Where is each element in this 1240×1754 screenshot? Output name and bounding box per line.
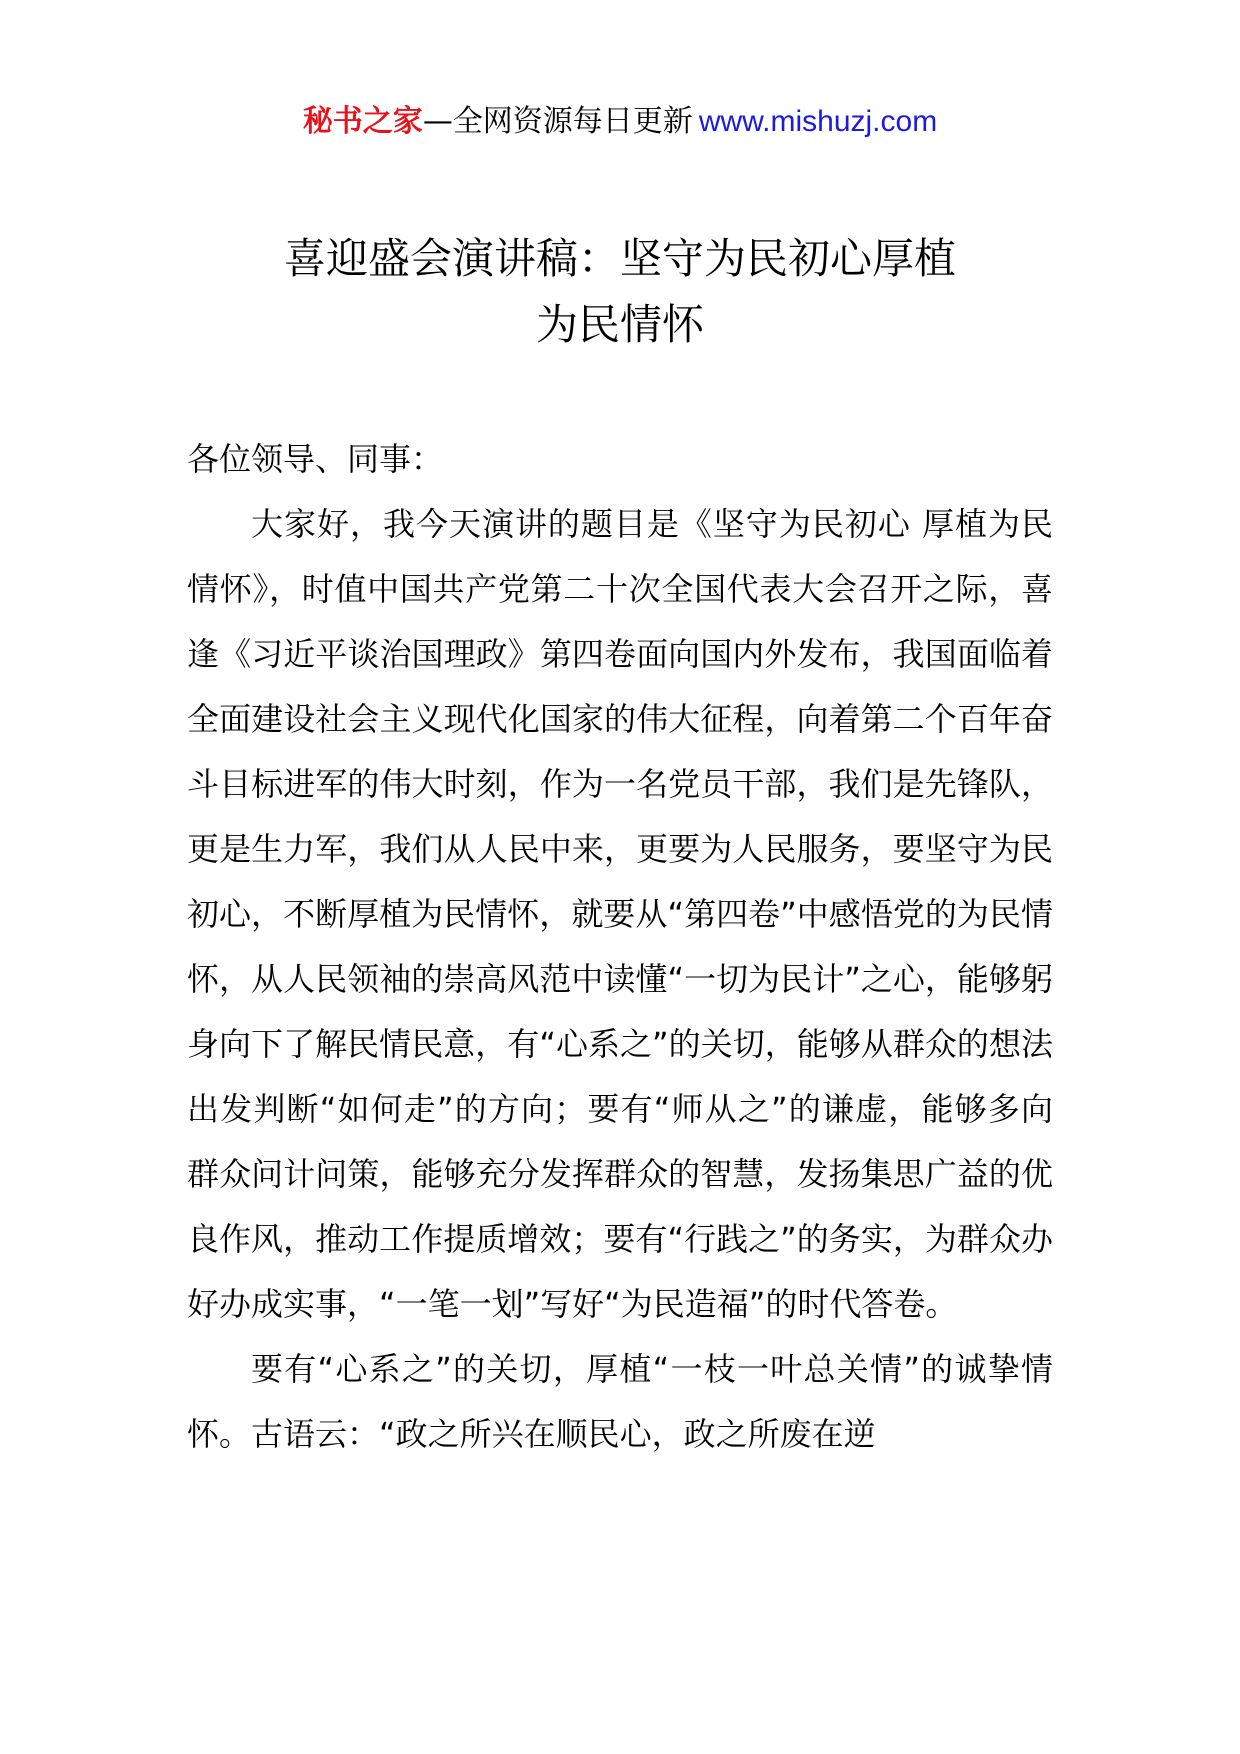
document-title: [0, 226, 1240, 358]
header-brand: 秘书之家: [302, 104, 423, 139]
paragraph-2: 要有“心系之”的关切，厚植“一枝一叶总关情”的诚挚情怀。古语云：“政之所兴在顺民心，政之所废在逆: [187, 1350, 1053, 1453]
title-line-2: 为民情怀: [535, 300, 704, 349]
header-tagline: —全网资源每日更新: [422, 104, 693, 139]
document-body: [187, 427, 1053, 1467]
page-header: [0, 100, 1240, 144]
paragraph-1: 大家好，我今天演讲的题目是《坚守为民初心 厚植为民情怀》，时值中国共产党第二十次全国代表大会召开之际，喜逢《习近平谈治国理政》第四卷面向国内外发布，我国面临着全面建设社会主义现代化国家的伟大征程，向着第二个百年奋斗目标进军的伟大时刻，作为一名党员干部，我们是先锋队，更是生力军，我们从人民中来，更要为人民服务，要坚守为民初心，不断厚植为民情怀，就要从“第四卷”中感悟党的为民情怀，从人民领袖的崇高风范中读懂“一切为民计”之心，能够躬身向下了解民情民意，有“心系之”的关切，能够从群众的想法出发判断“如何走”的方向；要有“师从之”的谦虚，能够多向群众问计问策，能够充分发挥群众的智慧，发扬集思广益的优良作风，推动工作提质增效；要有“行践之”的务实，为群众办好办成实事，“一笔一划”写好“为民造福”的时代答卷。: [187, 505, 1053, 1323]
title-line-1: 喜迎盛会演讲稿：坚守为民初心厚植: [283, 234, 956, 283]
header-url-link[interactable]: www.mishuzj.com: [698, 105, 938, 138]
greeting: 各位领导、同事：: [187, 440, 444, 478]
